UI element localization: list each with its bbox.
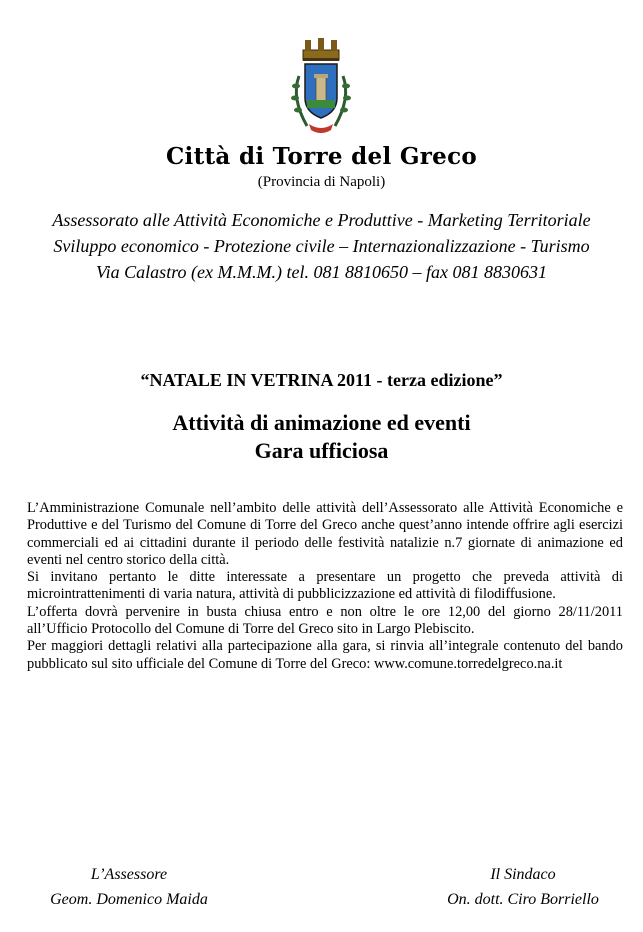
assessor-signature	[24, 862, 234, 912]
city-coat-of-arms-icon	[285, 36, 357, 140]
tender-title: Gara ufficiosa	[254, 438, 389, 463]
body-paragraph: L’offerta dovrà pervenire in busta chiusa entro e non oltre le ore 12,00 del giorno 28/11/2011 all’Ufficio Protocollo del Comune di Torre del Greco sito in Largo Plebiscito.	[27, 603, 623, 638]
body-paragraph: Si invitano pertanto le ditte interessate a presentare un progetto che preveda attività di microintrattenimenti di varia natura, attività di pubblicizzazione ed attività di filodiffusione.	[27, 569, 623, 603]
body-paragraph: Per maggiori dettagli relativi alla partecipazione alla gara, si rinvia all’integrale contenuto del bando pubblicato sul sito ufficiale del Comune di Torre del Greco: www.comune.torredelgreco.na.it	[27, 638, 623, 672]
mayor-name: On. dott. Ciro Borriello	[447, 891, 599, 908]
assessor-role: L’Assessore	[90, 866, 168, 883]
body-paragraph: L’Amministrazione Comunale nell’ambito delle attività dell’Assessorato alle Attività Economiche e Produttive e del Turismo del Comune di Torre del Greco anche quest’anno intende offrire agli esercizi commerciali ed ai cittadini durante il periodo delle festività natalizie n.7 giornate di animazione ed eventi nel centro storico della città.	[27, 500, 623, 568]
event-title: Attività di animazione ed eventi	[172, 410, 471, 435]
mayor-role: Il Sindaco	[490, 866, 556, 883]
office-contact-line: Via Calastro (ex M.M.M.) tel. 081 8810650 – fax 081 8830631	[96, 262, 547, 282]
assessor-name: Geom. Domenico Maida	[50, 891, 208, 908]
notice-body	[27, 500, 623, 673]
office-line-1: Assessorato alle Attività Economiche e Produttive - Marketing Territoriale	[52, 210, 591, 230]
edition-title: “NATALE IN VETRINA 2011 - terza edizione”	[140, 370, 503, 390]
province-label: (Provincia di Napoli)	[257, 174, 386, 190]
mayor-signature	[418, 862, 628, 912]
office-line-2: Sviluppo economico - Protezione civile – Internazionalizzazione - Turismo	[53, 236, 590, 256]
city-name: Città di Torre del Greco	[165, 143, 478, 170]
